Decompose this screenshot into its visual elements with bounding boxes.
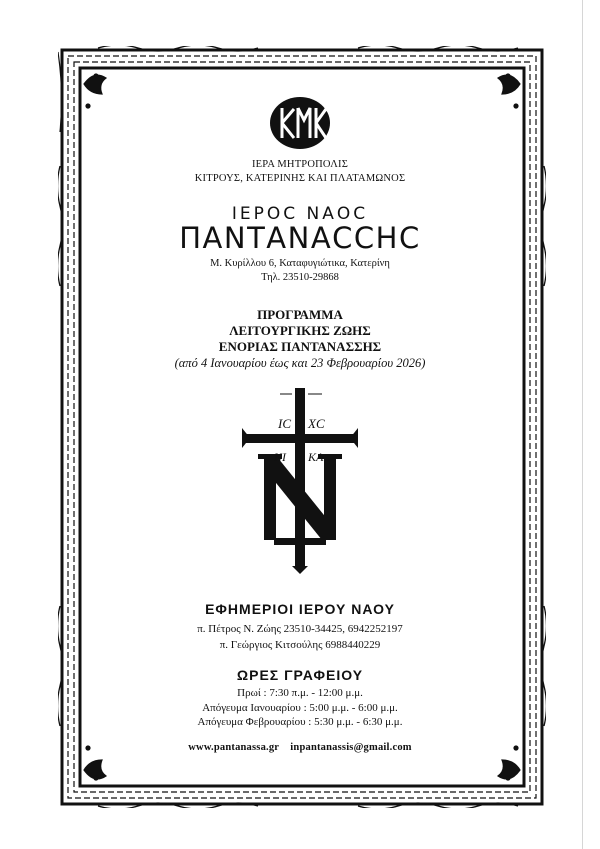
cross-ka-label: KA xyxy=(308,450,324,464)
metropolis-logo-icon xyxy=(268,96,332,150)
cross-icon xyxy=(242,388,358,574)
program-heading xyxy=(0,307,600,355)
program-line-3: ΕΝΟΡΙΑΣ ΠΑΝΤΑΝΑΣΣΗΣ xyxy=(218,339,382,354)
cross-ni-label: NI xyxy=(274,450,286,464)
cross-ic-label: IC xyxy=(278,416,291,431)
cross-xc-label: XC xyxy=(308,416,325,431)
program-period: (από 4 Ιανουαρίου έως και 23 Φεβρουαρίου 2026) xyxy=(174,356,426,370)
church-title-small: ΙΕΡΟC ΝΑΟC xyxy=(231,204,369,224)
office-hours-title: ΩΡΕΣ ΓΡΑΦΕΙΟΥ xyxy=(236,667,364,683)
office-hours xyxy=(0,686,600,730)
priest-1: π. Πέτρος Ν. Ζώης 23510-34425, 6942252197 xyxy=(197,623,403,635)
program-line-2: ΛΕΙΤΟΥΡΓΙΚΗΣ ΖΩΗΣ xyxy=(229,323,371,338)
church-phone: Τηλ. 23510-29868 xyxy=(261,272,339,283)
priest-2: π. Γεώργιος Κιτσούλης 6988440229 xyxy=(219,639,381,651)
footer-contacts xyxy=(0,742,600,753)
metropolis-heading xyxy=(0,158,600,186)
program-line-1: ΠΡΟΓΡΑΜΜΑ xyxy=(257,307,343,322)
church-title-big: ΠΑΝΤΑΝΑCCΗC xyxy=(179,221,421,255)
metropolis-line-1: ΙΕΡΑ ΜΗΤΡΟΠΟΛΙΣ xyxy=(251,159,349,170)
office-hours-january: Απόγευμα Ιανουαρίου : 5:00 μ.μ. - 6:00 μ.μ. xyxy=(202,701,398,714)
church-address: Μ. Κυρίλλου 6, Καταφυγιώτικα, Κατερίνη xyxy=(210,258,390,269)
email-link[interactable]: inpantanassis@gmail.com xyxy=(290,742,412,753)
office-hours-morning: Πρωί : 7:30 π.μ. - 12:00 μ.μ. xyxy=(237,687,363,699)
church-contact xyxy=(0,257,600,285)
priests-title: ΕΦΗΜΕΡΙΟΙ ΙΕΡΟΥ ΝΑΟΥ xyxy=(205,601,395,617)
metropolis-line-2: ΚΙΤΡΟΥΣ, ΚΑΤΕΡΙΝΗΣ ΚΑΙ ΠΛΑΤΑΜΩΝΟΣ xyxy=(194,173,406,184)
website-link[interactable]: www.pantanassa.gr xyxy=(188,742,279,753)
office-hours-february: Απόγευμα Φεβρουαρίου : 5:30 μ.μ. - 6:30 μ.μ. xyxy=(197,716,403,728)
